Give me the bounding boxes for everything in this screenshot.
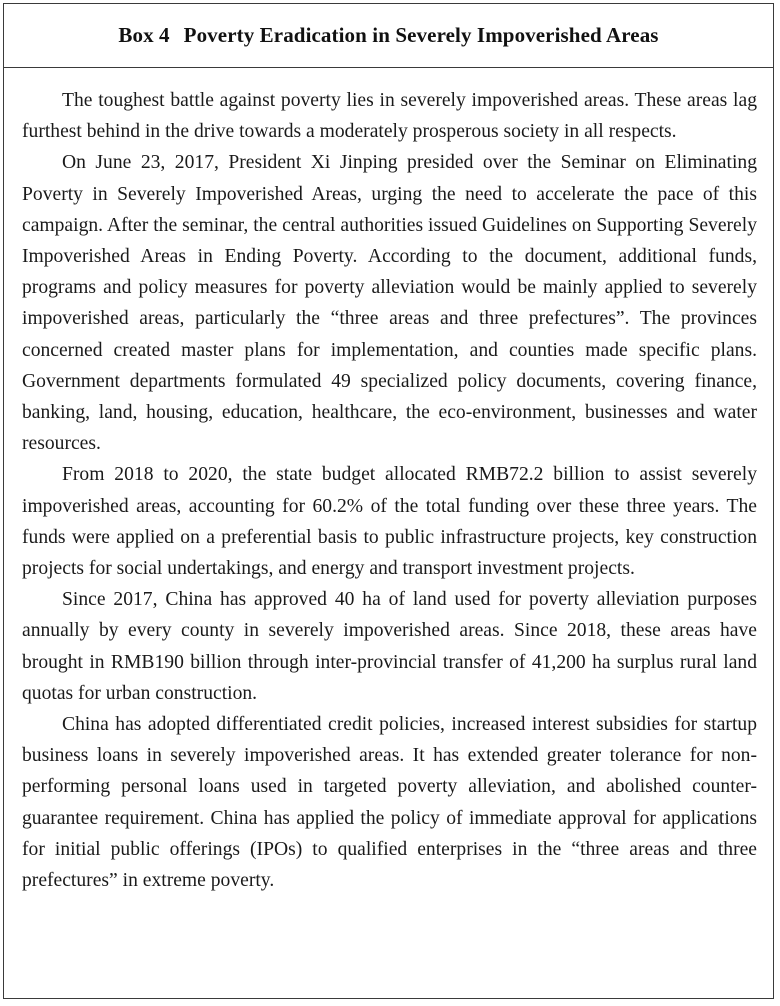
paragraph: From 2018 to 2020, the state budget allocated RMB72.2 billion to assist severely impoverished areas, accounting for 60.2% of the total funding over these three years. The funds were applied on a preferential basis to public infrastructure projects, key construction projects for social undertakings, and energy and transport investment projects. [22, 464, 757, 580]
box-label: Box 4 [118, 23, 170, 47]
info-box [3, 3, 774, 999]
paragraph: The toughest battle against poverty lies in severely impoverished areas. These areas lag furthest behind in the drive towards a moderately prosperous society in all respects. [22, 90, 757, 143]
paragraph: China has adopted differentiated credit policies, increased interest subsidies for startup business loans in severely impoverished areas. It has extended greater tolerance for non-performing personal loans used in targeted poverty alleviation, and abolished counter-guarantee requirement. China has applied the policy of immediate approval for applications for initial public offerings (IPOs) to qualified enterprises in the “three areas and three prefectures” in extreme poverty. [22, 714, 757, 892]
paragraph: On June 23, 2017, President Xi Jinping presided over the Seminar on Eliminating Poverty in Severely Impoverished Areas, urging the need to accelerate the pace of this campaign. After the seminar, the central authorities issued Guidelines on Supporting Severely Impoverished Areas in Ending Poverty. According to the document, additional funds, programs and policy measures for poverty alleviation would be mainly applied to severely impoverished areas, particularly the “three areas and three prefectures”. The provinces concerned created master plans for implementation, and counties made specific plans. Government departments formulated 49 specialized policy documents, covering finance, banking, land, housing, education, healthcare, the eco-environment, businesses and water resources. [22, 152, 757, 455]
box-title [118, 23, 658, 48]
box-header [4, 4, 773, 68]
paragraph: Since 2017, China has approved 40 ha of land used for poverty alleviation purposes annually by every county in severely impoverished areas. Since 2018, these areas have brought in RMB190 billion through inter-provincial transfer of 41,200 ha surplus rural land quotas for urban construction. [22, 589, 757, 704]
box-title-text: Poverty Eradication in Severely Impoverished Areas [183, 23, 659, 47]
box-body [4, 68, 773, 896]
